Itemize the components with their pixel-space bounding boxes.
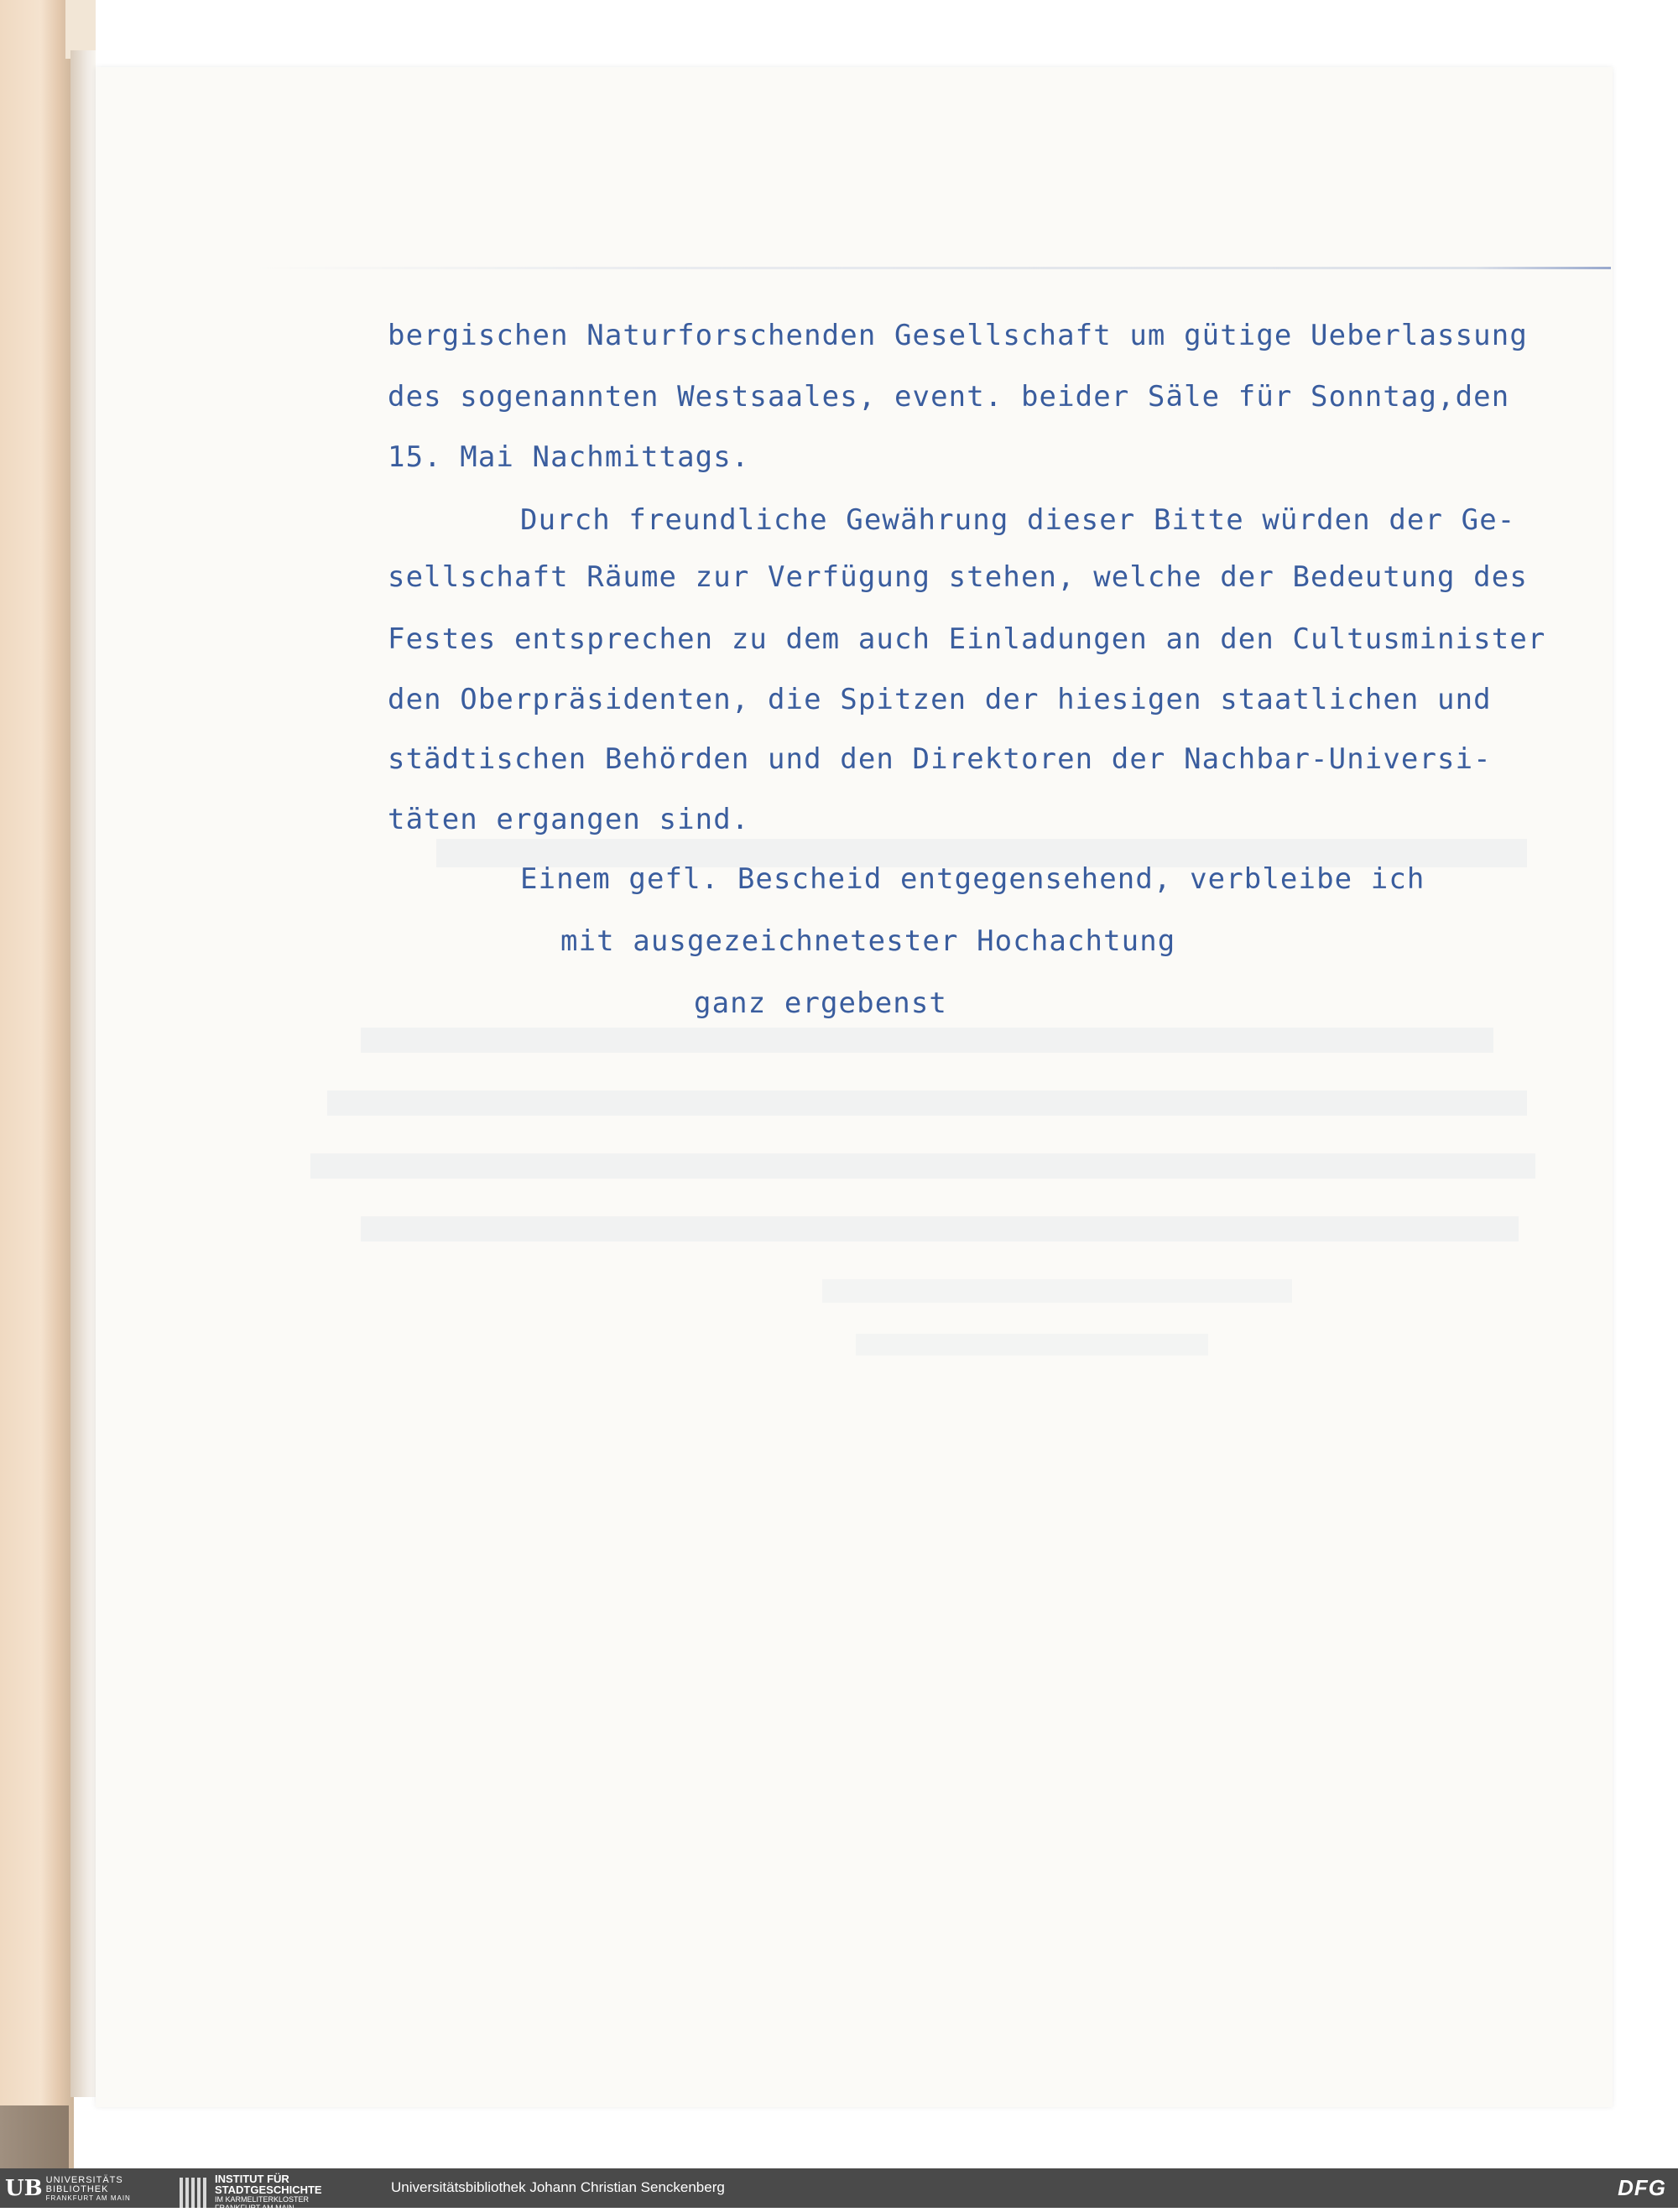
institute-line: FRANKFURT AM MAIN bbox=[215, 2204, 294, 2212]
institute-line: IM KARMELITERKLOSTER bbox=[215, 2195, 310, 2204]
ub-logo bbox=[5, 2175, 131, 2202]
institute-logo-icon bbox=[180, 2178, 208, 2208]
letter-line: städtischen Behörden und den Direktoren der Nachbar-Universi- bbox=[388, 742, 1492, 776]
show-through-smudge bbox=[856, 1334, 1208, 1356]
letter-line: 15. Mai Nachmittags. bbox=[388, 440, 750, 474]
letter-line: des sogenannten Westsaales, event. beider Säle für Sonntag,den bbox=[388, 380, 1510, 414]
letter-line: Einem gefl. Bescheid entgegensehend, verbleibe ich bbox=[520, 862, 1425, 896]
letter-line: bergischen Naturforschenden Gesellschaft um gütige Ueberlassung bbox=[388, 319, 1528, 352]
letter-line: ganz ergebenst bbox=[694, 986, 947, 1020]
letter-line: Festes entsprechen zu dem auch Einladungen an den Cultusminister bbox=[388, 622, 1546, 656]
show-through-smudge bbox=[822, 1279, 1292, 1303]
institute-logo bbox=[180, 2173, 322, 2212]
show-through-smudge bbox=[361, 1216, 1519, 1241]
show-through-smudge bbox=[310, 1153, 1535, 1179]
ub-logo-line: BIBLIOTHEK bbox=[45, 2183, 109, 2194]
folder-spine-bottom bbox=[0, 2105, 69, 2168]
letter-line: mit ausgezeichnetester Hochachtung bbox=[560, 924, 1176, 958]
letter-line: sellschaft Räume zur Verfügung stehen, welche der Bedeutung des bbox=[388, 560, 1528, 594]
ub-logo-line: UNIVERSITÄTS bbox=[45, 2174, 123, 2185]
document-sheet bbox=[96, 67, 1613, 2107]
ub-logo-mark: UB bbox=[5, 2176, 43, 2201]
letter-line: täten ergangen sind. bbox=[388, 803, 750, 836]
institute-line: INSTITUT FÜR bbox=[215, 2173, 289, 2185]
footer-bar bbox=[0, 2168, 1678, 2212]
letter-line: den Oberpräsidenten, die Spitzen der hiesigen staatlichen und bbox=[388, 683, 1492, 716]
top-rule-line bbox=[252, 267, 1611, 269]
show-through-smudge bbox=[361, 1028, 1493, 1053]
letter-line: Durch freundliche Gewährung dieser Bitte würden der Ge- bbox=[520, 503, 1516, 537]
institute-line: STADTGESCHICHTE bbox=[215, 2183, 322, 2196]
folder-spine bbox=[0, 0, 74, 2168]
ub-logo-line: FRANKFURT AM MAIN bbox=[45, 2194, 131, 2202]
library-name: Universitätsbibliothek Johann Christian Senckenberg bbox=[391, 2179, 725, 2195]
dfg-logo: DFG bbox=[1618, 2175, 1666, 2200]
page-edge-shadow bbox=[70, 50, 96, 2097]
ub-logo-text bbox=[46, 2176, 131, 2202]
institute-logo-text bbox=[215, 2173, 322, 2212]
show-through-smudge bbox=[327, 1090, 1527, 1116]
